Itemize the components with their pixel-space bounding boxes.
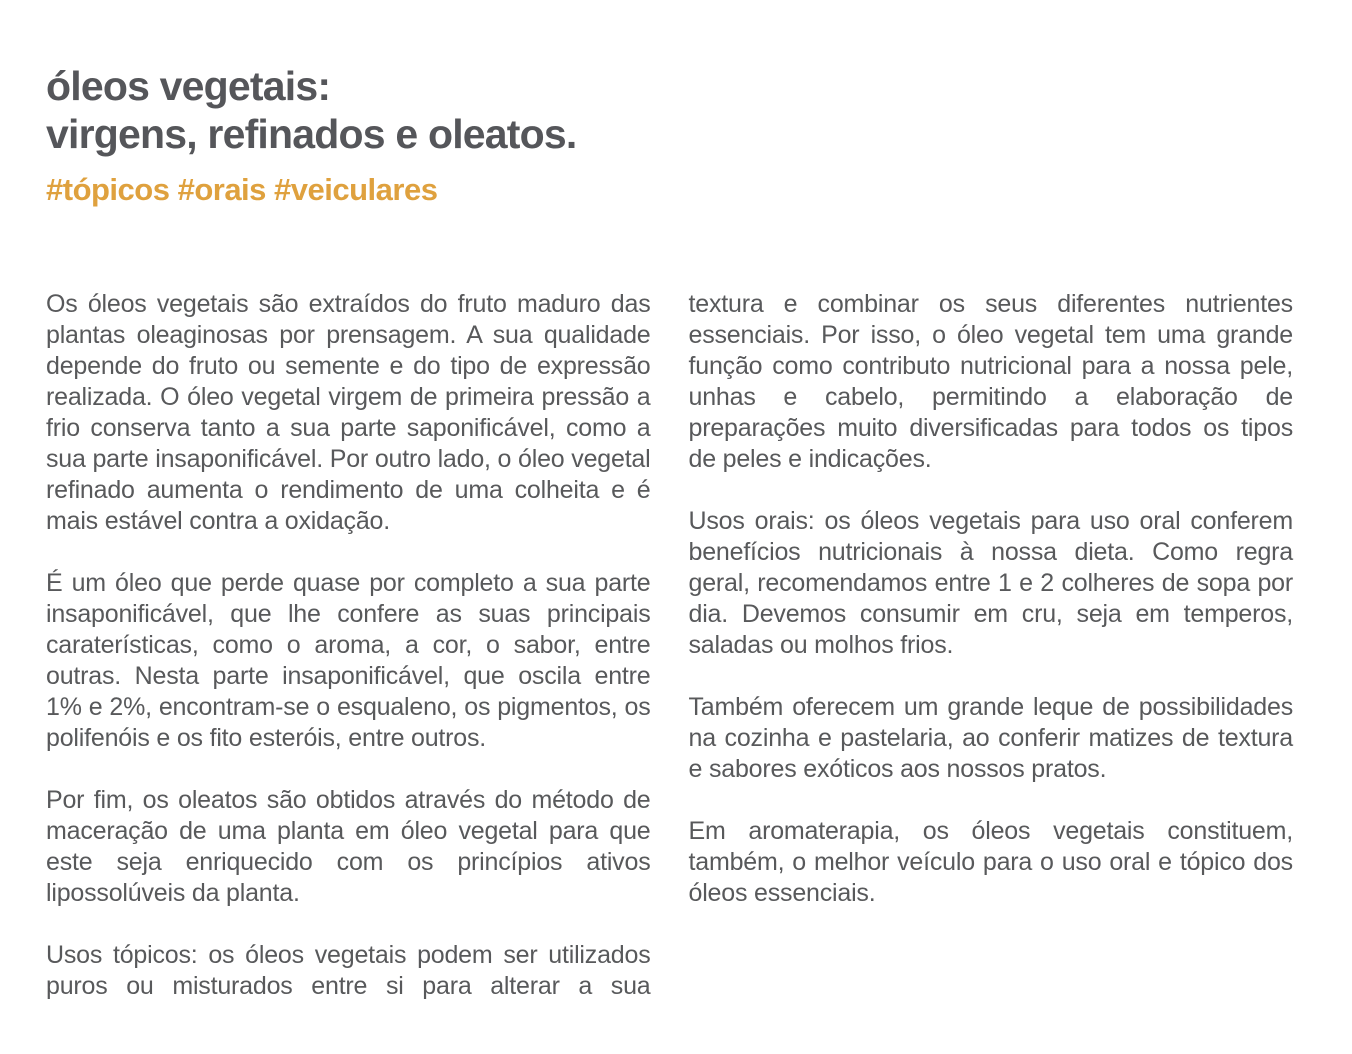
paragraph: Os óleos vegetais são extraídos do fruto maduro das plantas oleaginosas por prensagem. A sua qualidade depende do fruto ou semente e do tipo de expressão realizada. O óleo vegetal virgem de primeira pressão a frio conserva tanto a sua parte saponificável, como a sua parte insaponificável. Por outro lado, o óleo vegetal refinado aumenta o rendimento de uma colheita e é mais estável contra a oxidação. (46, 290, 651, 535)
title-line-1: óleos vegetais: (46, 63, 331, 109)
hashtags: #tópicos #orais #veiculares (46, 172, 438, 207)
article-header (46, 62, 1293, 207)
paragraph: Em aromaterapia, os óleos vegetais constituem, também, o melhor veículo para o uso oral e tópico dos óleos essenciais. (688, 817, 1293, 907)
paragraph: É um óleo que perde quase por completo a sua parte insaponificável, que lhe confere as suas principais caraterísticas, como o aroma, a cor, o sabor, entre outras. Nesta parte insaponificável, que oscila entre 1% e 2%, encontram-se o esqualeno, os pigmentos, os polifenóis e os fito esteróis, entre outros. (46, 569, 651, 752)
paragraph: Por fim, os oleatos são obtidos através do método de maceração de uma planta em óleo vegetal para que este seja enriquecido com os princípios ativos lipossolúveis da planta. (46, 786, 651, 907)
paragraph: Também oferecem um grande leque de possibilidades na cozinha e pastelaria, ao conferir matizes de textura e sabores exóticos aos nossos pratos. (688, 693, 1293, 783)
article-body (46, 289, 1293, 1002)
column-right (689, 289, 1294, 1002)
paragraph: Usos tópicos: os óleos vegetais podem ser utilizados puros ou misturados entre si para alterar a sua (46, 941, 651, 1000)
paragraph: textura e combinar os seus diferentes nutrientes essenciais. Por isso, o óleo vegetal tem uma grande função como contributo nutricional para a nossa pele, unhas e cabelo, permitindo a elaboração de preparações muito diversificadas para todos os tipos de peles e indicações. (688, 290, 1293, 473)
paragraph: Usos orais: os óleos vegetais para uso oral conferem benefícios nutricionais à nossa dieta. Como regra geral, recomendamos entre 1 e 2 colheres de sopa por dia. Devemos consumir em cru, seja em temperos, saladas ou molhos frios. (688, 507, 1293, 659)
title-line-2: virgens, refinados e oleatos. (46, 111, 577, 157)
column-left (46, 289, 651, 1002)
article-title (46, 62, 1293, 158)
